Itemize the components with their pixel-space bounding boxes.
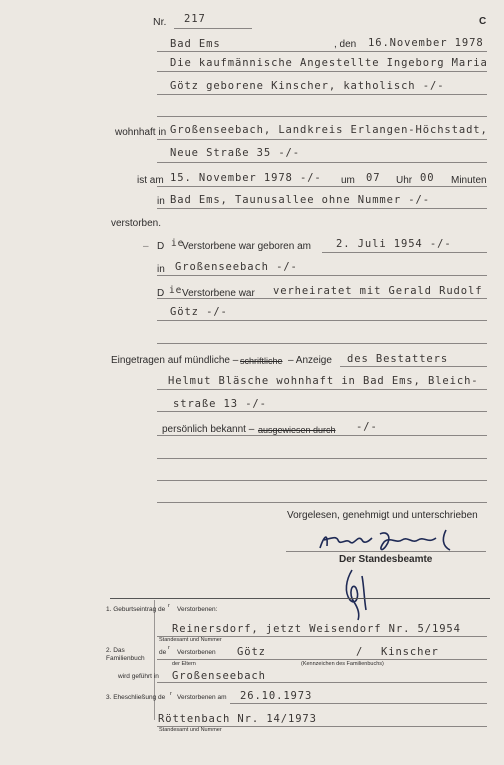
f2-caption-1: der Eltern — [172, 661, 196, 667]
rule — [157, 343, 487, 344]
registration-text-inline: des Bestatters — [347, 353, 449, 365]
f1-sup: r — [168, 603, 170, 609]
rule — [157, 139, 487, 140]
marriage-text-1: verheiratet mit Gerald Rudolf — [273, 285, 483, 297]
birth-label: Verstorbene war geboren am — [182, 241, 311, 252]
f2-caption-2: (Kennzeichen des Familienbuchs) — [301, 661, 384, 667]
birth-in-label: in — [157, 264, 165, 275]
rule — [174, 28, 252, 29]
f2-sup: r — [168, 645, 170, 651]
f3-value: Röttenbach Nr. 14/1973 — [158, 713, 317, 725]
rule — [157, 458, 487, 459]
rule — [322, 252, 487, 253]
signature-line — [286, 551, 486, 552]
death-date: 15. November 1978 -/- — [170, 172, 322, 184]
verstorben-label: verstorben. — [111, 218, 162, 229]
f3-sup: r — [170, 691, 172, 697]
registrar-label: Der Standesbeamte — [339, 554, 433, 565]
rule — [157, 275, 487, 276]
birth-ie: ie — [171, 238, 185, 249]
birth-date: 2. Juli 1954 -/- — [336, 238, 452, 250]
f1-caption: Standesamt und Nummer — [159, 637, 222, 643]
death-uhr-label: Uhr — [396, 175, 413, 186]
death-minuten-label: Minuten — [451, 175, 487, 186]
f1-value: Reinersdorf, jetzt Weisendorf Nr. 5/1954 — [172, 623, 461, 635]
f2-verst: Verstorbenen — [177, 649, 216, 656]
f3-caption: Standesamt und Nummer — [159, 727, 222, 733]
f1-label: 1. Geburtseintrag de — [106, 606, 166, 613]
death-place: Bad Ems, Taunusallee ohne Nummer -/- — [170, 194, 430, 206]
rule — [157, 480, 487, 481]
f2-wird: wird geführt in — [118, 673, 159, 680]
f2-place: Großenseebach — [172, 670, 266, 682]
registration-text-3: straße 13 -/- — [173, 398, 267, 410]
rule — [340, 366, 487, 367]
rule — [157, 186, 487, 187]
f2-label-b: Familienbuch — [106, 655, 145, 662]
f2-label-a: 2. Das — [106, 647, 125, 654]
known-label: persönlich bekannt – — [162, 424, 255, 435]
residence-line-1: Großenseebach, Landkreis Erlangen-Höchstadt, — [170, 124, 488, 136]
f1-suffix: Verstorbenen: — [177, 606, 218, 613]
footer-divider — [154, 600, 155, 720]
registration-label-a: Eingetragen auf mündliche – — [111, 355, 239, 366]
f2-name-1: Götz — [237, 646, 266, 658]
marriage-ie: ie — [169, 285, 183, 296]
registration-label-b: – Anzeige — [288, 355, 332, 366]
person-line-2: Götz geborene Kinscher, katholisch -/- — [170, 80, 445, 92]
rule — [157, 71, 487, 72]
residence-line-2: Neue Straße 35 -/- — [170, 147, 300, 159]
f3-date: 26.10.1973 — [240, 690, 313, 702]
marriage-label: Verstorbene war — [182, 288, 255, 299]
f3-label: 3. Eheschließung de — [106, 694, 166, 701]
footer-rule — [110, 598, 490, 599]
rule — [157, 411, 487, 412]
birth-d: D — [157, 241, 165, 252]
registration-text-2: Helmut Bläsche wohnhaft in Bad Ems, Bleich- — [168, 375, 479, 387]
registry-place: Bad Ems — [170, 38, 221, 50]
death-in-label: in — [157, 196, 165, 207]
known-struck: ausgewiesen durch — [258, 425, 336, 435]
corner-mark: C — [479, 16, 487, 27]
death-label: ist am — [137, 175, 164, 186]
rule — [157, 659, 487, 660]
person-line-1: Die kaufmännische Angestellte Ingeborg Maria — [170, 57, 488, 69]
death-um-label: um — [341, 175, 355, 186]
rule — [230, 703, 487, 704]
nr-label: Nr. — [153, 16, 167, 28]
rule — [157, 682, 487, 683]
rule — [157, 208, 487, 209]
rule — [157, 502, 487, 503]
marriage-d: D — [157, 288, 165, 299]
death-hour: 07 — [366, 172, 381, 184]
marriage-text-2: Götz -/- — [170, 306, 228, 318]
f2-separator: / — [356, 646, 364, 658]
rule — [157, 116, 487, 117]
birth-place: Großenseebach -/- — [175, 261, 298, 273]
date-prefix: , den — [334, 39, 357, 50]
residence-label: wohnhaft in — [115, 127, 167, 138]
rule — [157, 435, 487, 436]
rule — [157, 298, 487, 299]
rule — [157, 94, 487, 95]
registration-struck: schriftliche — [240, 356, 283, 366]
known-value: -/- — [356, 421, 378, 433]
registry-date: 16.November 1978 — [368, 37, 484, 49]
f3-suffix: Verstorbenen am — [177, 694, 227, 701]
f2-de: de — [159, 649, 167, 656]
death-minutes: 00 — [420, 172, 435, 184]
vorgelesen-text: Vorgelesen, genehmigt und unterschrieben — [287, 510, 478, 521]
f2-name-2: Kinscher — [381, 646, 439, 658]
rule — [157, 389, 487, 390]
rule — [157, 51, 487, 52]
entry-number: 217 — [184, 13, 206, 25]
rule — [157, 162, 487, 163]
rule — [157, 320, 487, 321]
registrar-signature — [336, 566, 380, 622]
death-register-page: Nr. 217 C Bad Ems , den 16.November 1978 Die kaufmännische Angestellte Ingeborg Maria Götz geborene Kinscher, katholisch -/- wohnhaft in Großenseebach, Landkreis Erlangen-Höchstadt, Neue Straße 35 -/- ist am 15. November 1978 -/- um 07 Uhr 00 Minuten in Bad Ems, Taunusallee ohne Nummer -/- verstorben. – D ie Verstorbene war geboren am 2. Juli 1954 -/- in Großenseebach -/- D ie Verstorbene war verheiratet mit Gerald Rudolf Götz -/- Eingetragen auf mündliche – schriftliche – Anzeige des Bestatters Helmut Bläsche wohnhaft in Bad Ems, Bleich- straße 13 -/- persönlich bekannt – ausgewiesen durch -/- Vorgelesen, genehmigt und unterschrieben Der Standesbeamte 1. Geburtseintrag de r Verstorbenen: Reinersdorf, jetzt Weisendorf Nr. 5/1954 Standesamt und Nummer 2. Das Familienbuch de r Verstorbenen Götz / Kinscher der Eltern (Kennzeichen des Familienbuchs) wird geführt in Großenseebach 3. Eheschließung de r Verstorbenen am 26.10.1973 Röttenbach Nr. 14/1973 Standesamt und Nummer — [0, 0, 504, 765]
